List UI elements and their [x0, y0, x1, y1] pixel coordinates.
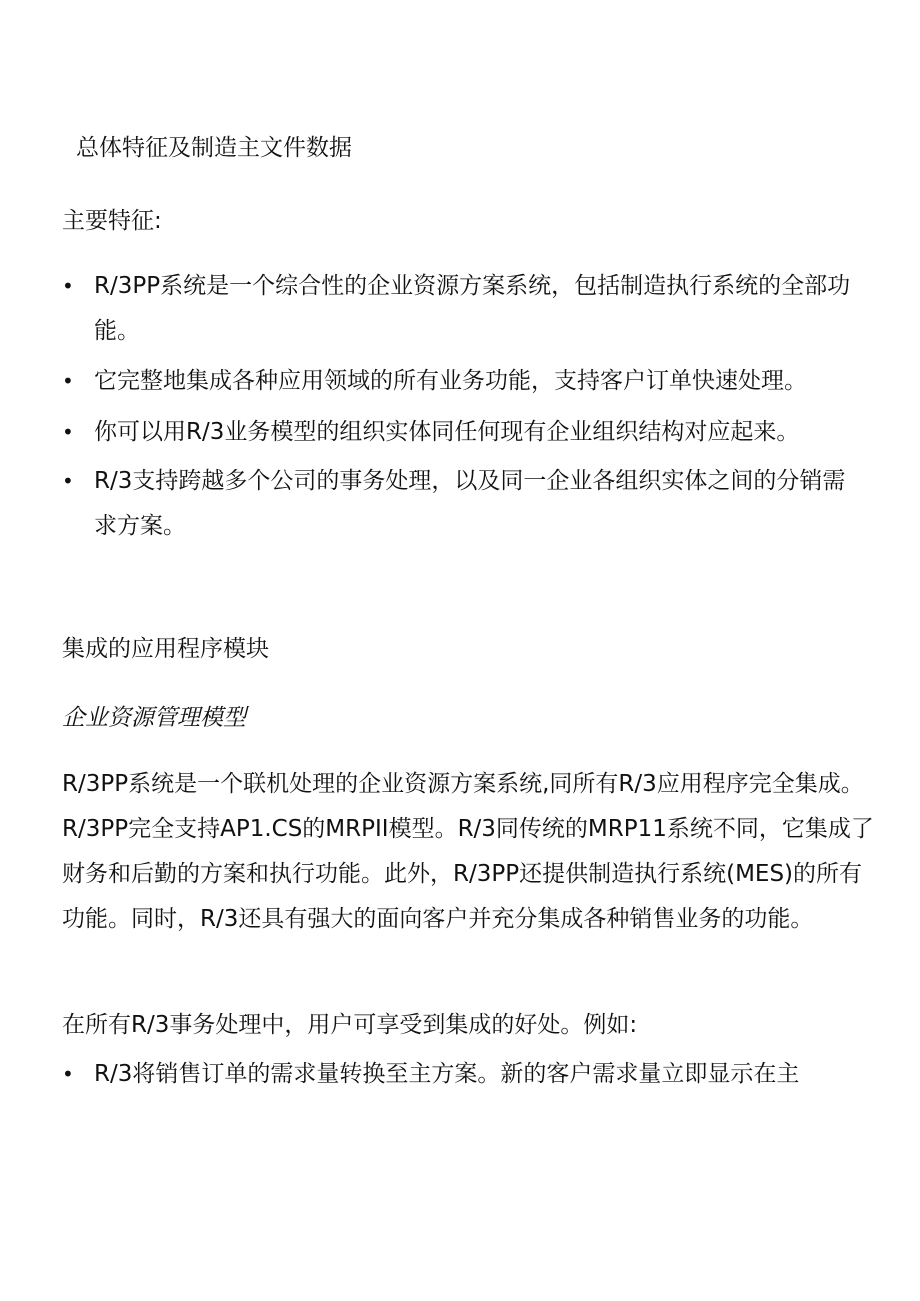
erp-description-paragraph: [62, 762, 874, 942]
list-item: [62, 1052, 862, 1097]
list-item-line: 它完整地集成各种应用领域的所有业务功能，支持客户订单快速处理。: [94, 368, 807, 394]
paragraph-line: R/3PP完全支持AP1.CS的MRPII模型。R/3同传统的MRP11系统不同，它集成了: [62, 816, 874, 842]
section-title: 总体特征及制造主文件数据: [76, 135, 352, 161]
list-item-line: 求方案。: [94, 513, 186, 539]
list-item: [62, 264, 862, 354]
list-item: [62, 359, 862, 404]
bullet-icon: •: [62, 369, 74, 393]
features-list: [62, 264, 862, 549]
paragraph-line: 财务和后勤的方案和执行功能。此外，R/3PP还提供制造执行系统(MES)的所有: [62, 861, 863, 887]
paragraph-line: R/3PP系统是一个联机处理的企业资源方案系统,同所有R/3应用程序完全集成。: [62, 771, 864, 797]
paragraph-line: 功能。同时，R/3还具有强大的面向客户并充分集成各种销售业务的功能。: [62, 906, 814, 932]
bullet-icon: •: [62, 469, 74, 493]
examples-list: [62, 1052, 862, 1097]
erp-model-heading: 企业资源管理模型: [62, 705, 246, 731]
integration-paragraph: 在所有R/3事务处理中，用户可享受到集成的好处。例如:: [62, 1012, 638, 1038]
modules-heading: 集成的应用程序模块: [62, 636, 269, 662]
list-item-line: 能。: [94, 318, 140, 344]
list-item-line: 你可以用R/3业务模型的组织实体同任何现有企业组织结构对应起来。: [94, 419, 800, 445]
list-item: [62, 459, 862, 549]
list-item-line: R/3将销售订单的需求量转换至主方案。新的客户需求量立即显示在主: [94, 1061, 800, 1087]
bullet-icon: •: [62, 274, 74, 298]
bullet-icon: •: [62, 1062, 74, 1086]
list-item-line: R/3PP系统是一个综合性的企业资源方案系统，包括制造执行系统的全部功: [94, 273, 851, 299]
bullet-icon: •: [62, 420, 74, 444]
list-item: [62, 410, 862, 455]
features-heading: 主要特征:: [62, 208, 162, 234]
list-item-line: R/3支持跨越多个公司的事务处理，以及同一企业各组织实体之间的分销需: [94, 468, 846, 494]
